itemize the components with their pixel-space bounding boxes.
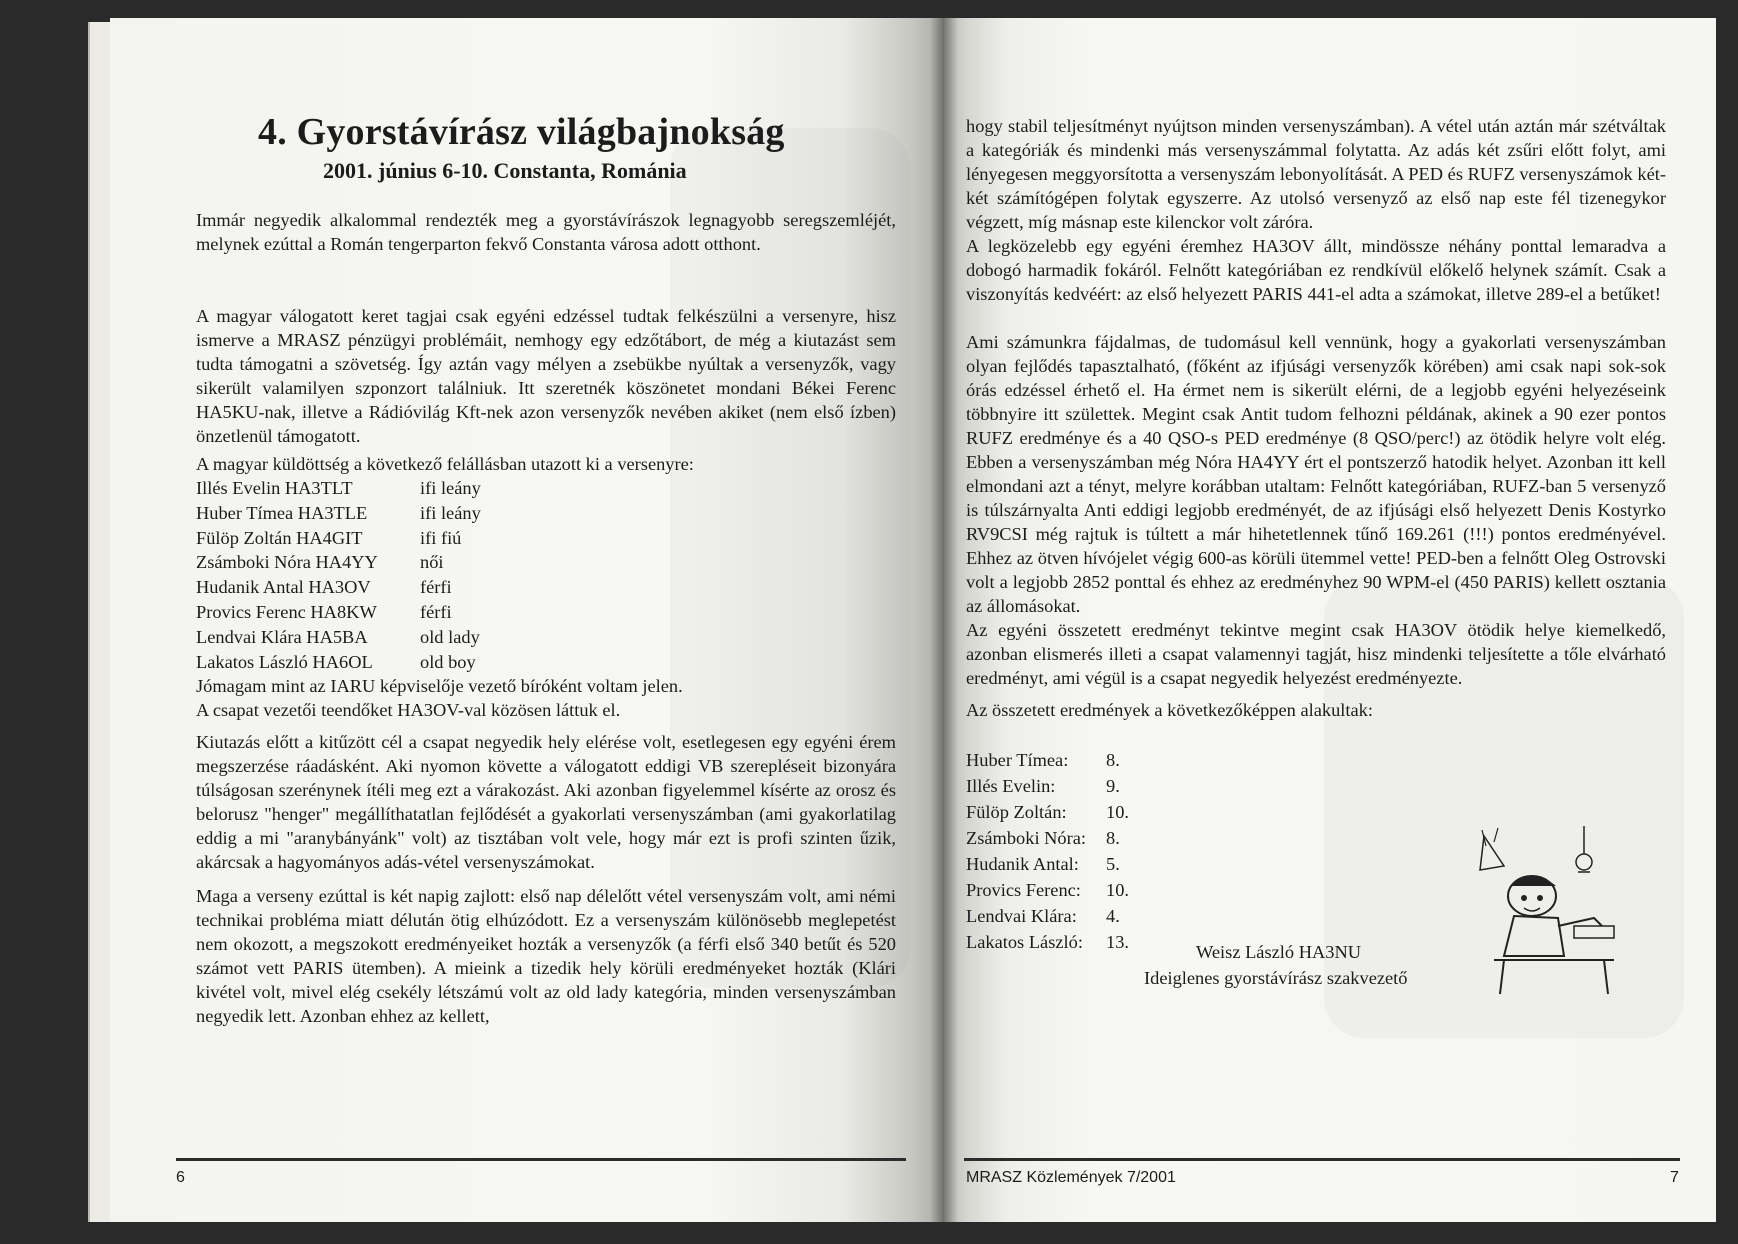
result-place: 13. [1106,932,1129,952]
team-member-name: Fülöp Zoltán HA4GIT [196,527,363,548]
article-title: 4. Gyorstávírász világbajnokság [258,111,785,153]
footer-publication: MRASZ Közlemények 7/2001 [966,1169,1176,1186]
result-place: 10. [1106,880,1129,900]
team-member-row [196,526,896,551]
continuation-text: hogy stabil teljesítményt nyújtson minden versenyszámban). A vétel után aztán már szétváltak a kategóriák és mindenki más versenyszámmal folytatta. Az adás két zsűri előtt folyt, ami lényegesen meggyorsította a versenyszám lebonyolítását. A PED és RUFZ versenyszámok két-két számítógépen folytak egyszerre. Az utolsó versenyző az első nap este fél tizenegykor végzett, míg másnap este kilenckor volt záróra. [966,116,1666,232]
result-name: Lakatos László: [966,932,1083,952]
footer-rule [176,1158,906,1161]
result-place: 5. [1106,854,1120,874]
team-member-row [196,575,896,600]
team-intro: A magyar küldöttség a következő felállásban utazott ki a versenyre: [196,454,694,474]
practical-paragraph [966,330,1666,618]
goal-paragraph [196,730,896,874]
team-member-row [196,550,896,575]
overall-paragraph [966,618,1666,690]
result-place: 4. [1106,906,1120,926]
team-member-category: férfi [420,601,452,622]
team-member-row [196,600,896,625]
team-member-category: old lady [420,626,480,647]
article-subtitle: 2001. június 6-10. Constanta, Románia [323,158,687,183]
result-name: Hudanik Antal: [966,854,1079,874]
result-name: Provics Ferenc: [966,880,1081,900]
result-place: 9. [1106,776,1120,796]
competition-paragraph [196,884,896,1028]
results-intro: Az összetett eredmények a következőképpen alakultak: [966,700,1373,720]
page-number-left: 6 [176,1169,185,1186]
team-member-row [196,501,896,526]
result-row [966,774,1666,800]
team-member-category: férfi [420,577,452,598]
signature-name: Weisz László HA3NU [1196,942,1362,962]
result-row [966,748,1666,774]
team-member-name: Lakatos László HA6OL [196,651,373,672]
team-member-row [196,650,896,675]
overall-text: Az egyéni összetett eredményt tekintve megint csak HA3OV ötödik helye kiemelkedő, azonban elismerés illeti a csapat valamennyi tagját, hisz mindenki teljesítette a tőle elvárható eredményt, ami végül is a csapat negyedik helyezést eredményezte. [966,620,1666,688]
competition-text: Maga a verseny ezúttal is két napig zajlott: első nap délelőtt vétel versenyszám volt, ami némi technikai probléma miatt délután ötig elhúzódott. Ez a versenyszám különösebb meglepetést nem okozott, a megszokott eredményeiket hozták a versenyzők (a férfi első 340 betűt és 520 számot vett PARIS ütemben). A mieink a tizedik hely körüli eredményeket hozták (Klári kivétel volt, mivel elég csekély létszámú volt az old lady kategória, minden versenyszámban negyedik lett. Azonban ehhez az kellett, [196,886,896,1026]
result-place: 8. [1106,828,1120,848]
left-page [110,18,944,1222]
leader-line: A csapat vezetői teendőket HA3OV-val közösen láttuk el. [196,700,621,721]
result-name: Huber Tímea: [966,750,1069,770]
judge-line: Jómagam mint az IARU képviselője vezető bíróként voltam jelen. [196,676,683,697]
team-list [196,476,896,674]
result-name: Lendvai Klára: [966,906,1077,926]
medal-text: A legközelebb egy egyéni éremhez HA3OV állt, mindössze néhány ponttal lemaradva a dobogó harmadik fokáról. Felnőtt kategóriában ez rendkívül előkelő helynek számít. Csak a viszonyítás kedvéért: az első helyezett PARIS 441-el adta a számokat, illetve 289-el a betűket! [966,236,1666,304]
preparation-text: A magyar válogatott keret tagjai csak egyéni edzéssel tudtak felkészülni a versenyre, hisz ismerve a MRASZ pénzügyi problémáit, nemhogy egy edzőtábort, de még a kiutazást sem tudta támogatni a szövetség. Így aztán vagy mélyen a zsebükbe nyúltak a versenyzők, vagy sikerült valamilyen szponzort találniuk. Itt szeretnék köszönetet mondani Békei Ferenc HA5KU-nak, illetve a Rádióvilág Kft-nek azon versenyzők nevében akiket (nem első ízben) önzetlenül támogatott. [196,306,896,446]
signature-role: Ideiglenes gyorstávírász szakvezető [1144,968,1408,988]
intro-paragraph [196,208,896,256]
team-member-name: Illés Evelin HA3TLT [196,478,353,498]
result-place: 8. [1106,750,1120,770]
result-name: Zsámboki Nóra: [966,828,1087,848]
team-member-row [196,625,896,650]
result-place: 10. [1106,802,1129,822]
right-page [944,18,1716,1222]
result-name: Fülöp Zoltán: [966,802,1067,822]
team-member-name: Hudanik Antal HA3OV [196,577,371,598]
team-member-name: Provics Ferenc HA8KW [196,601,377,622]
result-name: Illés Evelin: [966,776,1056,796]
result-row [966,800,1666,826]
book-gutter [930,18,958,1222]
team-member-category: ifi leány [420,502,481,523]
continuation-paragraph [966,114,1666,234]
telegraphist-cartoon-illustration [1474,826,1634,996]
team-member-category: ifi fiú [420,527,462,548]
team-member-category: női [420,552,444,573]
team-section [196,452,896,722]
footer-rule [964,1158,1680,1161]
practical-text: Ami számunkra fájdalmas, de tudomásul kell vennünk, hogy a gyakorlati versenyszámban olyan fejlődés tapasztalható, (főként az ifjúsági versenyzők körében) ami csak napi sok-sok órás edzéssel érhető el. Ha érmet nem is sikerült elérni, de a legjobb egyéni helyezéseink többnyire itt születtek. Megint csak Antit tudom felhozni példának, akinek a 90 ezer pontos RUFZ eredménye és a 40 QSO-s PED eredménye (8 QSO/perc!) az ötödik helyre volt elég. Ebben a versenyszámban még Nóra HA4YY ért el pontszerző hatodik helyet. Azonban itt kell elmondani azt a tényt, melyre korábban utaltam: Felnőtt kategóriában, RUFZ-ban 5 versenyző is túlszárnyalta Anti eddigi legjobb eredményét, de az ifjúsági első helyezett Denis Kostyrko RV9CSI még rajtuk is túltett a már hihetetlennek tűnő 169.261 (!!!) pontos eredményével. Ehhez az ötven hívójelet végig 600-as körüli ütemmel vette! PED-ben a felnőtt Oleg Ostrovski volt a legjobb 2852 ponttal és ehhez az eredményhez 90 WPM-el (450 PARIS) kellett osztania az állomásokat. [966,332,1666,616]
team-member-name: Zsámboki Nóra HA4YY [196,552,378,573]
team-member-name: Lendvai Klára HA5BA [196,626,368,647]
medal-paragraph [966,234,1666,306]
team-member-category: ifi leány [420,478,481,498]
team-member-name: Huber Tímea HA3TLE [196,502,368,523]
preparation-paragraph [196,304,896,448]
page-number-right: 7 [1670,1169,1679,1186]
intro-text: Immár negyedik alkalommal rendezték meg a gyorstávírászok legnagyobb seregszemléjét, melynek ezúttal a Román tengerparton fekvő Constanta városa adott otthont. [196,210,896,254]
team-member-row [196,476,896,501]
team-member-category: old boy [420,651,476,672]
goal-text: Kiutazás előtt a kitűzött cél a csapat negyedik hely elérése volt, esetlegesen egy egyéni érem megszerzése ráadásként. Aki nyomon követte a válogatott eddigi VB szerepléseit bizonyára túlságosan szerénynek ítéli meg ezt a várakozást. Aki azonban figyelemmel kísérte az orosz és belorusz "henger" megállíthatatlan fejlődését a gyakorlati versenyszámban (ami gyakorlatilag eddig a mi "aranybányánk" volt) az tisztában volt vele, hogy már ezt is profi szinten űzik, akárcsak a hagyományos adás-vétel versenyszámokat. [196,732,896,872]
